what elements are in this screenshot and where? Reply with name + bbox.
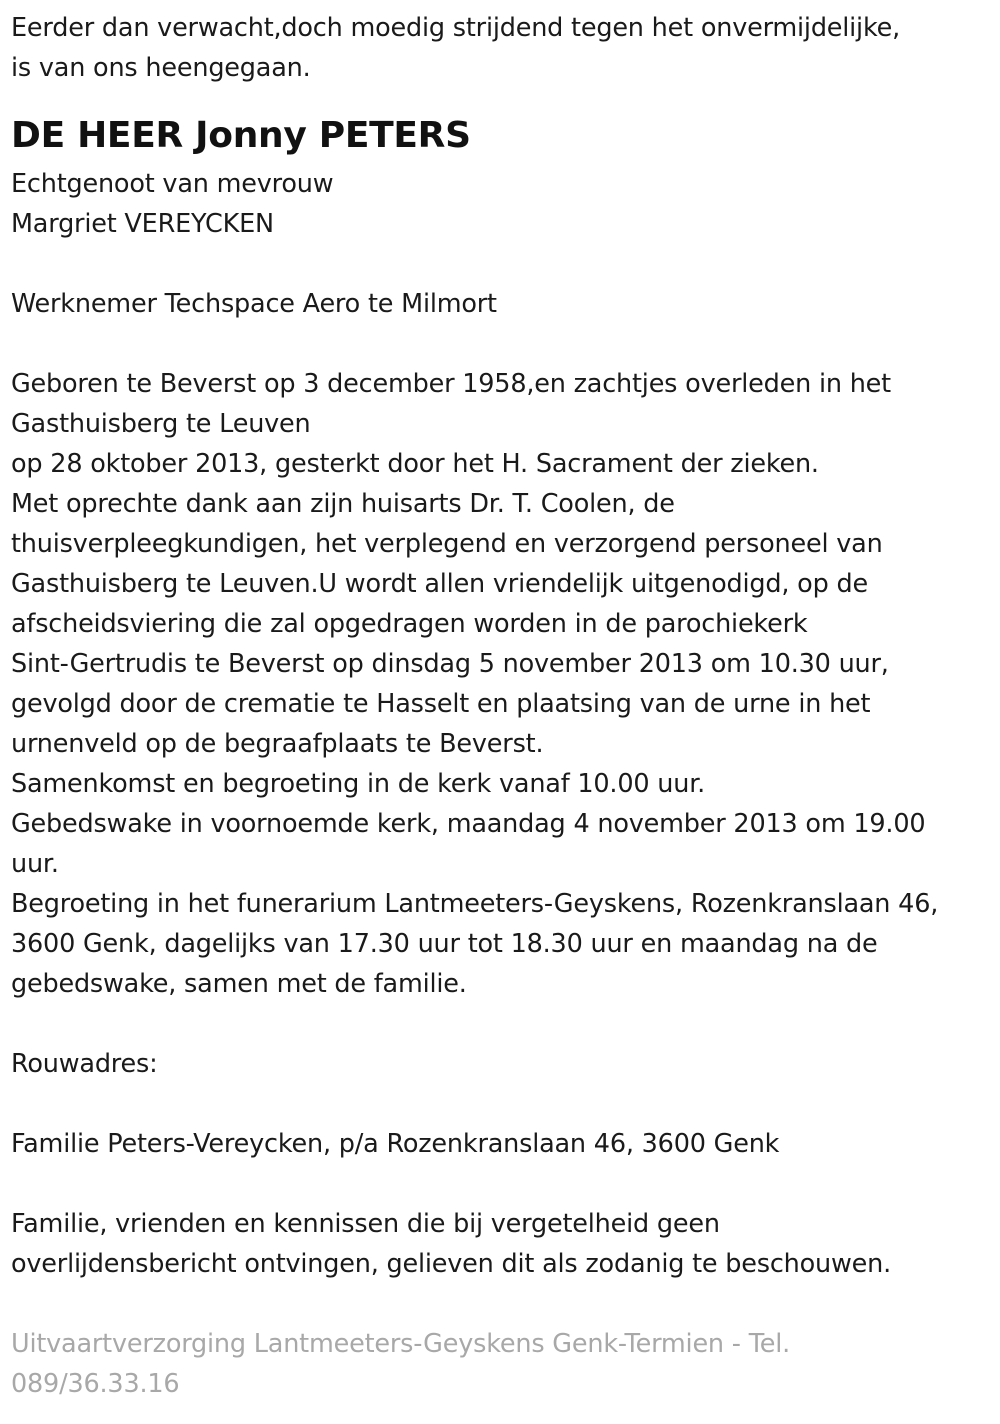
body-line: Gasthuisberg te Leuven.U wordt allen vriendelijk uitgenodigd, op de: [11, 569, 868, 599]
body-line: urnenveld op de begraafplaats te Beverst.: [11, 729, 544, 759]
body-line: gevolgd door de crematie te Hasselt en plaatsing van de urne in het: [11, 689, 871, 719]
intro-line: is van ons heengegaan.: [11, 53, 311, 83]
body-line: Begroeting in het funerarium Lantmeeters-Geyskens, Rozenkranslaan 46,: [11, 889, 939, 919]
notice-line: overlijdensbericht ontvingen, gelieven dit als zodanig te beschouwen.: [11, 1249, 892, 1279]
mourning-address-label: Rouwadres:: [11, 1049, 158, 1079]
body-line: thuisverpleegkundigen, het verplegend en verzorgend personeel van: [11, 529, 883, 559]
notice-paragraph: [11, 1204, 996, 1284]
obituary-document: [11, 8, 996, 1404]
body-line: Sint-Gertrudis te Beverst op dinsdag 5 november 2013 om 10.30 uur,: [11, 649, 889, 679]
footer-line: Uitvaartverzorging Lantmeeters-Geyskens Genk-Termien - Tel.: [11, 1329, 791, 1359]
body-paragraph: [11, 364, 996, 1004]
intro-line: Eerder dan verwacht,doch moedig strijdend tegen het onvermijdelijke,: [11, 13, 900, 43]
body-line: uur.: [11, 849, 59, 879]
body-line: afscheidsviering die zal opgedragen worden in de parochiekerk: [11, 609, 808, 639]
body-line: Met oprechte dank aan zijn huisarts Dr. T. Coolen, de: [11, 489, 675, 519]
body-line: gebedswake, samen met de familie.: [11, 969, 467, 999]
body-line: 3600 Genk, dagelijks van 17.30 uur tot 18.30 uur en maandag na de: [11, 929, 878, 959]
spouse-block: [11, 164, 996, 244]
body-line: Gebedswake in voornoemde kerk, maandag 4 november 2013 om 19.00: [11, 809, 926, 839]
funeral-home-footer: [11, 1324, 996, 1404]
body-line: op 28 oktober 2013, gesterkt door het H. Sacrament der zieken.: [11, 449, 819, 479]
spouse-line: Echtgenoot van mevrouw: [11, 169, 334, 199]
employment-line: Werknemer Techspace Aero te Milmort: [11, 289, 497, 319]
mourning-address: Familie Peters-Vereycken, p/a Rozenkranslaan 46, 3600 Genk: [11, 1129, 780, 1159]
body-line: Geboren te Beverst op 3 december 1958,en zachtjes overleden in het: [11, 369, 891, 399]
spouse-line: Margriet VEREYCKEN: [11, 209, 274, 239]
body-line: Gasthuisberg te Leuven: [11, 409, 311, 439]
body-line: Samenkomst en begroeting in de kerk vanaf 10.00 uur.: [11, 769, 706, 799]
deceased-name-heading: DE HEER Jonny PETERS: [11, 115, 471, 156]
notice-line: Familie, vrienden en kennissen die bij vergetelheid geen: [11, 1209, 720, 1239]
footer-line: 089/36.33.16: [11, 1369, 180, 1399]
intro-paragraph: [11, 8, 996, 88]
